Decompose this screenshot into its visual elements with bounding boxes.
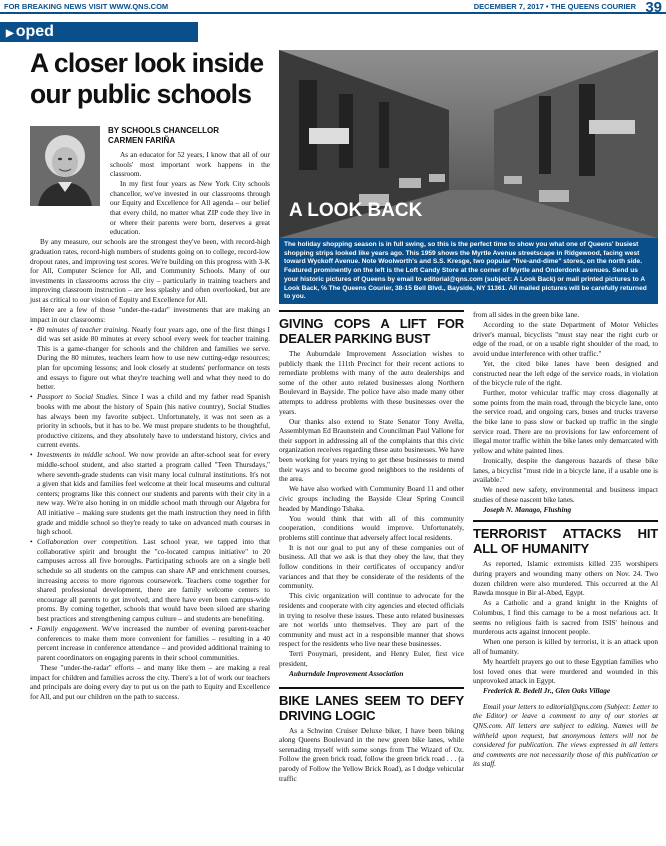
- main-article-body: [30, 150, 270, 702]
- letters-policy-note: Email your letters to editorial@qns.com (Subject: Letter to the Editor) or leave a comment to any of our stories at QNS.com. All letters are subject to editing. Names will be withheld upon request, but anonymous letters will not be considered for publication. The views expressed in all letters and comments are not necessarily those of this publication or its staff.: [473, 701, 658, 769]
- letter-paragraph: When one person is killed by terrorist, it is an attack upon all of humanity.: [473, 637, 658, 656]
- letter-signature: Joseph N. Manago, Flushing: [483, 504, 572, 514]
- letter-headline: GIVING COPS A LIFT FOR DEALER PARKING BUST: [279, 310, 464, 346]
- letter-paragraph: from all sides in the green bike lane.: [473, 310, 580, 319]
- article-paragraph: As an educator for 52 years, I know that all of our schools' most important work happens in the classroom.: [110, 150, 270, 179]
- page-number: 39: [645, 0, 662, 16]
- list-item: [30, 624, 270, 662]
- letter-paragraph: Terri Pouymari, president, and Henry Euler, first vice president,: [279, 649, 464, 668]
- letter-paragraph: As a Catholic and a grand knight in the Knights of Columbus, I find this carnage to be a most nefarious act. It seems no religious faith is sacred from ISIS' heinous and murderous acts against innocent people.: [473, 598, 658, 637]
- article-paragraph: Here are a few of those "under-the-radar" investments that are making an impact in our classrooms:: [30, 305, 270, 324]
- website-promo: FOR BREAKING NEWS VISIT WWW.QNS.COM: [4, 2, 169, 11]
- section-label: oped: [15, 23, 54, 40]
- byline-line-2: CARMEN FARIÑA: [108, 136, 176, 145]
- letter-paragraph: My heartfelt prayers go out to these Egyptian families who lost loved ones that were murdered and wounded in this unprovoked attack in Egypt.: [473, 656, 658, 686]
- section-tag: [0, 22, 198, 42]
- article-paragraph: In my first four years as New York City schools chancellor, we've invested in our classrooms through our Equity and Excellence for All agenda – our belief that every child, no matter what ZIP code they live in or where their parents were born, deserves a great education.: [110, 179, 270, 237]
- list-item-lead: Passport to Social Studies.: [37, 392, 119, 402]
- article-paragraph: By any measure, our schools are the strongest they've been, with record-high graduation rates, record-high numbers of students going on to college, record-low dropout rates, and improving test scores. We're building on this progress with 3-K for All, Computer Science for All, and Community Schools. Many of our investments in classrooms across the city – particularly in training teachers and improving classroom instruction – are less splashy and often overlooked, but are just as critical to our vision of Equity and Excellence for All.: [30, 237, 270, 304]
- letters-column-left: [279, 310, 464, 784]
- article-paragraph: These "under-the-radar" efforts – and many like them – are making a real impact for children and families across the city. There's a lot of work our teachers and principals are doing every day to put us on the path to Equity and Excellence for All, and put our children on the path to success.: [30, 662, 270, 701]
- letter-paragraph: Yet, the cited bike lanes have been designed and constructed near the left edge of the service roads, in violation of the bicycle rule of the right.: [473, 358, 658, 388]
- letter-paragraph: The Auburndale Improvement Association wishes to publicly thank the 111th Precinct for their recent actions to remediate problems with many of the auto dealerships and some of the other auto related businesses along Northern Boulevard in Bayside. The police have also made many other attempts to address problems with these businesses over the years.: [279, 349, 464, 416]
- list-item-lead: Family engagement.: [37, 624, 99, 634]
- list-item: [30, 325, 270, 392]
- letter-headline: BIKE LANES SEEM TO DEFY DRIVING LOGIC: [279, 687, 464, 723]
- list-item-text: We now provide an after-school seat for every middle-school student, and also started a program called "Teen Thursdays," where seventh-grade students can visit many local cultural institutions. It's not a given that kids and families feel welcome at their local museums and cultural centers; programs like this connect our students and parents with their city in a new way. We're also honing in on middle school math through our Algebra for All initiative – making sure students get the math instruction they need in fifth grade and middle school so they're ready to take on advanced math courses in high school.: [37, 450, 270, 537]
- issue-date: DECEMBER 7, 2017 • THE QUEENS COURIER: [473, 2, 636, 11]
- historic-street-photo: [279, 50, 658, 238]
- letter-paragraph: According to the state Department of Motor Vehicles driver's manual, bicyclists "must stay near the right curb or edge of the road, or on a usable right shoulder of the road, to avoid undue interference with other traffic.": [473, 320, 658, 358]
- list-item-text: We've increased the number of evening parent-teacher conferences to make them more convenient for families – resulting in a 40 percent increase in conference attendance – and provided additional training to parent coordinators on engaging parents in their school communities.: [37, 624, 270, 662]
- letter-headline: TERRORIST ATTACKS HIT ALL OF HUMANITY: [473, 520, 658, 556]
- list-item-lead: 80 minutes of teacher training.: [37, 324, 130, 334]
- letters-column-right: [473, 310, 658, 769]
- list-item-lead: Investments in middle school.: [37, 450, 127, 460]
- list-item-text: Nearly four years ago, one of the first things I did was set aside 80 minutes at every school every week for teacher training. This is a game-changer for schools and the children and families we serve. During the 80 minutes, teachers learn how to use new cutting-edge resources; plan for upcoming lessons; and look closely at students' performance on tests and essays to figure out what they're teaching well and what they need to do better.: [37, 324, 270, 392]
- letter-paragraph: We have also worked with Community Board 11 and other civic groups including the Bayside Clear Spring Council headed by Mandingo Tshaka.: [279, 484, 464, 513]
- list-item-text: Since I was a child and my father read Spanish books with me about the history of Spain (his native country), Social Studies has always been my favorite subject. Unfortunately, it was not seen as a priority in schools, but it has to be. We must prepare students to be thoughtful, productive citizens, and they absolutely have to understand history, civics and current events.: [37, 392, 270, 450]
- list-item: [30, 537, 270, 623]
- byline-line-1: BY SCHOOLS CHANCELLOR: [108, 126, 219, 135]
- list-item: [30, 450, 270, 536]
- photo-caption: The holiday shopping season is in full swing, so this is the perfect time to show you what one of Queens' busiest shopping strips looked like years ago. This 1959 shows the Myrtle Avenue streetscape in Ridgewood, facing west toward Wyckoff Avenue. Note Woolworth's and S.S. Kresge, two popular "five-and-dime" stores, on the north side. Featured prominently on the left is the Loft Candy Store at the corner of Myrtle and Onderdonk avenues. Send us your historic pictures of Queens by email to editorial@qns.com (subject: A Look Back) or mail printed pictures to A Look Back, ℅ The Queens Courier, 38-15 Bell Blvd., Bayside, NY 11361. All mailed pictures will be carefully returned to you.: [279, 238, 658, 304]
- list-item-lead: Collaboration over competition.: [37, 537, 138, 547]
- letter-paragraph: We need new safety, environmental and business impact studies of these nascent bike lanes.: [473, 485, 658, 504]
- investment-list: [30, 325, 270, 663]
- letter-paragraph: This civic organization will continue to advocate for the residents and cooperate with city agencies and elected officials in trying to resolve these issues. These auto related businesses are not worlds unto themselves. They are part of the community and must act in a responsible manner that shows respect for the residents who live near these businesses.: [279, 591, 464, 649]
- letter-paragraph: It is not our goal to put any of these companies out of business. All that we ask is that they obey the law, that they follow conditions in their certificates of occupancy and/or variances and that they be considerate of the residents of the community.: [279, 542, 464, 591]
- letter-paragraph: Our thanks also extend to State Senator Tony Avella, Assemblyman Ed Braunstein and Councilman Paul Vallone for their support in addressing all of the complaints that this civic organization receives regarding these auto businesses. We have been working for years trying to get these businesses to mend their ways and to become good neighbors to the residents of the area.: [279, 416, 464, 484]
- letter-paragraph: As reported, Islamic extremists killed 235 worshipers during prayers and wounding many others on Nov. 24. Two dozen children were also murdered. This occurred at the Al Rawda mosque in Bir al-Abed, Egypt.: [473, 559, 658, 598]
- page-header: [0, 0, 666, 14]
- list-item-text: Last school year, we tapped into that collaborative spirit and brought the "co-located campus initiative" to 20 campuses across all five boroughs. Participating schools are on a single bell schedule so all students on the campus can share AP and enrichment courses, increasing access to more rigorous coursework. Teachers come together for shared professional development, there are family welcome centers to encourage all parents to get involved, and there have even been campus-wide proms. By coming together, schools that would have been siloed are sharing best practices and strengthening campus culture – and students are benefiting.: [37, 537, 270, 623]
- list-item: [30, 392, 270, 450]
- letter-paragraph: Ironically, despite the dangerous hazards of these bike lanes, a bicyclist "must ride in a bicycle lane, if a usable one is available.": [473, 455, 658, 485]
- letter-signature: Frederick R. Bedell Jr., Glen Oaks Village: [483, 686, 611, 696]
- letter-paragraph: As a Schwinn Cruiser Deluxe biker, I have been biking along Queens Boulevard in the new green bike lanes, while serenading myself with some songs from The Wizard of Oz. Follow the green brick road, follow the green brick road . . . (a parody of Follow the Yellow Brick Road), as I dodge vehicular traffic: [279, 725, 464, 783]
- main-headline: A closer look inside our public schools: [30, 48, 264, 109]
- letter-signature: Auburndale Improvement Association: [289, 669, 404, 679]
- byline: [108, 126, 268, 146]
- photo-title: A LOOK BACK: [289, 200, 423, 221]
- letter-paragraph: You would think that with all of this community cooperation, conditions would improve. Unfortunately, problems still continue that adversely affect local residents.: [279, 513, 464, 542]
- arrow-right-icon: ▶: [6, 28, 14, 39]
- letter-paragraph: Further, motor vehicular traffic may cross diagonally at some points from the main road, through the bicycle lane, onto the service road, and ongoing cars, buses and trucks traverse the bike lane to pass slow or backed up traffic in the single service road. There are no provisions for law enforcement of illegal motor traffic within the bike lanes only demarcated with yellow and white painted lines.: [473, 388, 658, 455]
